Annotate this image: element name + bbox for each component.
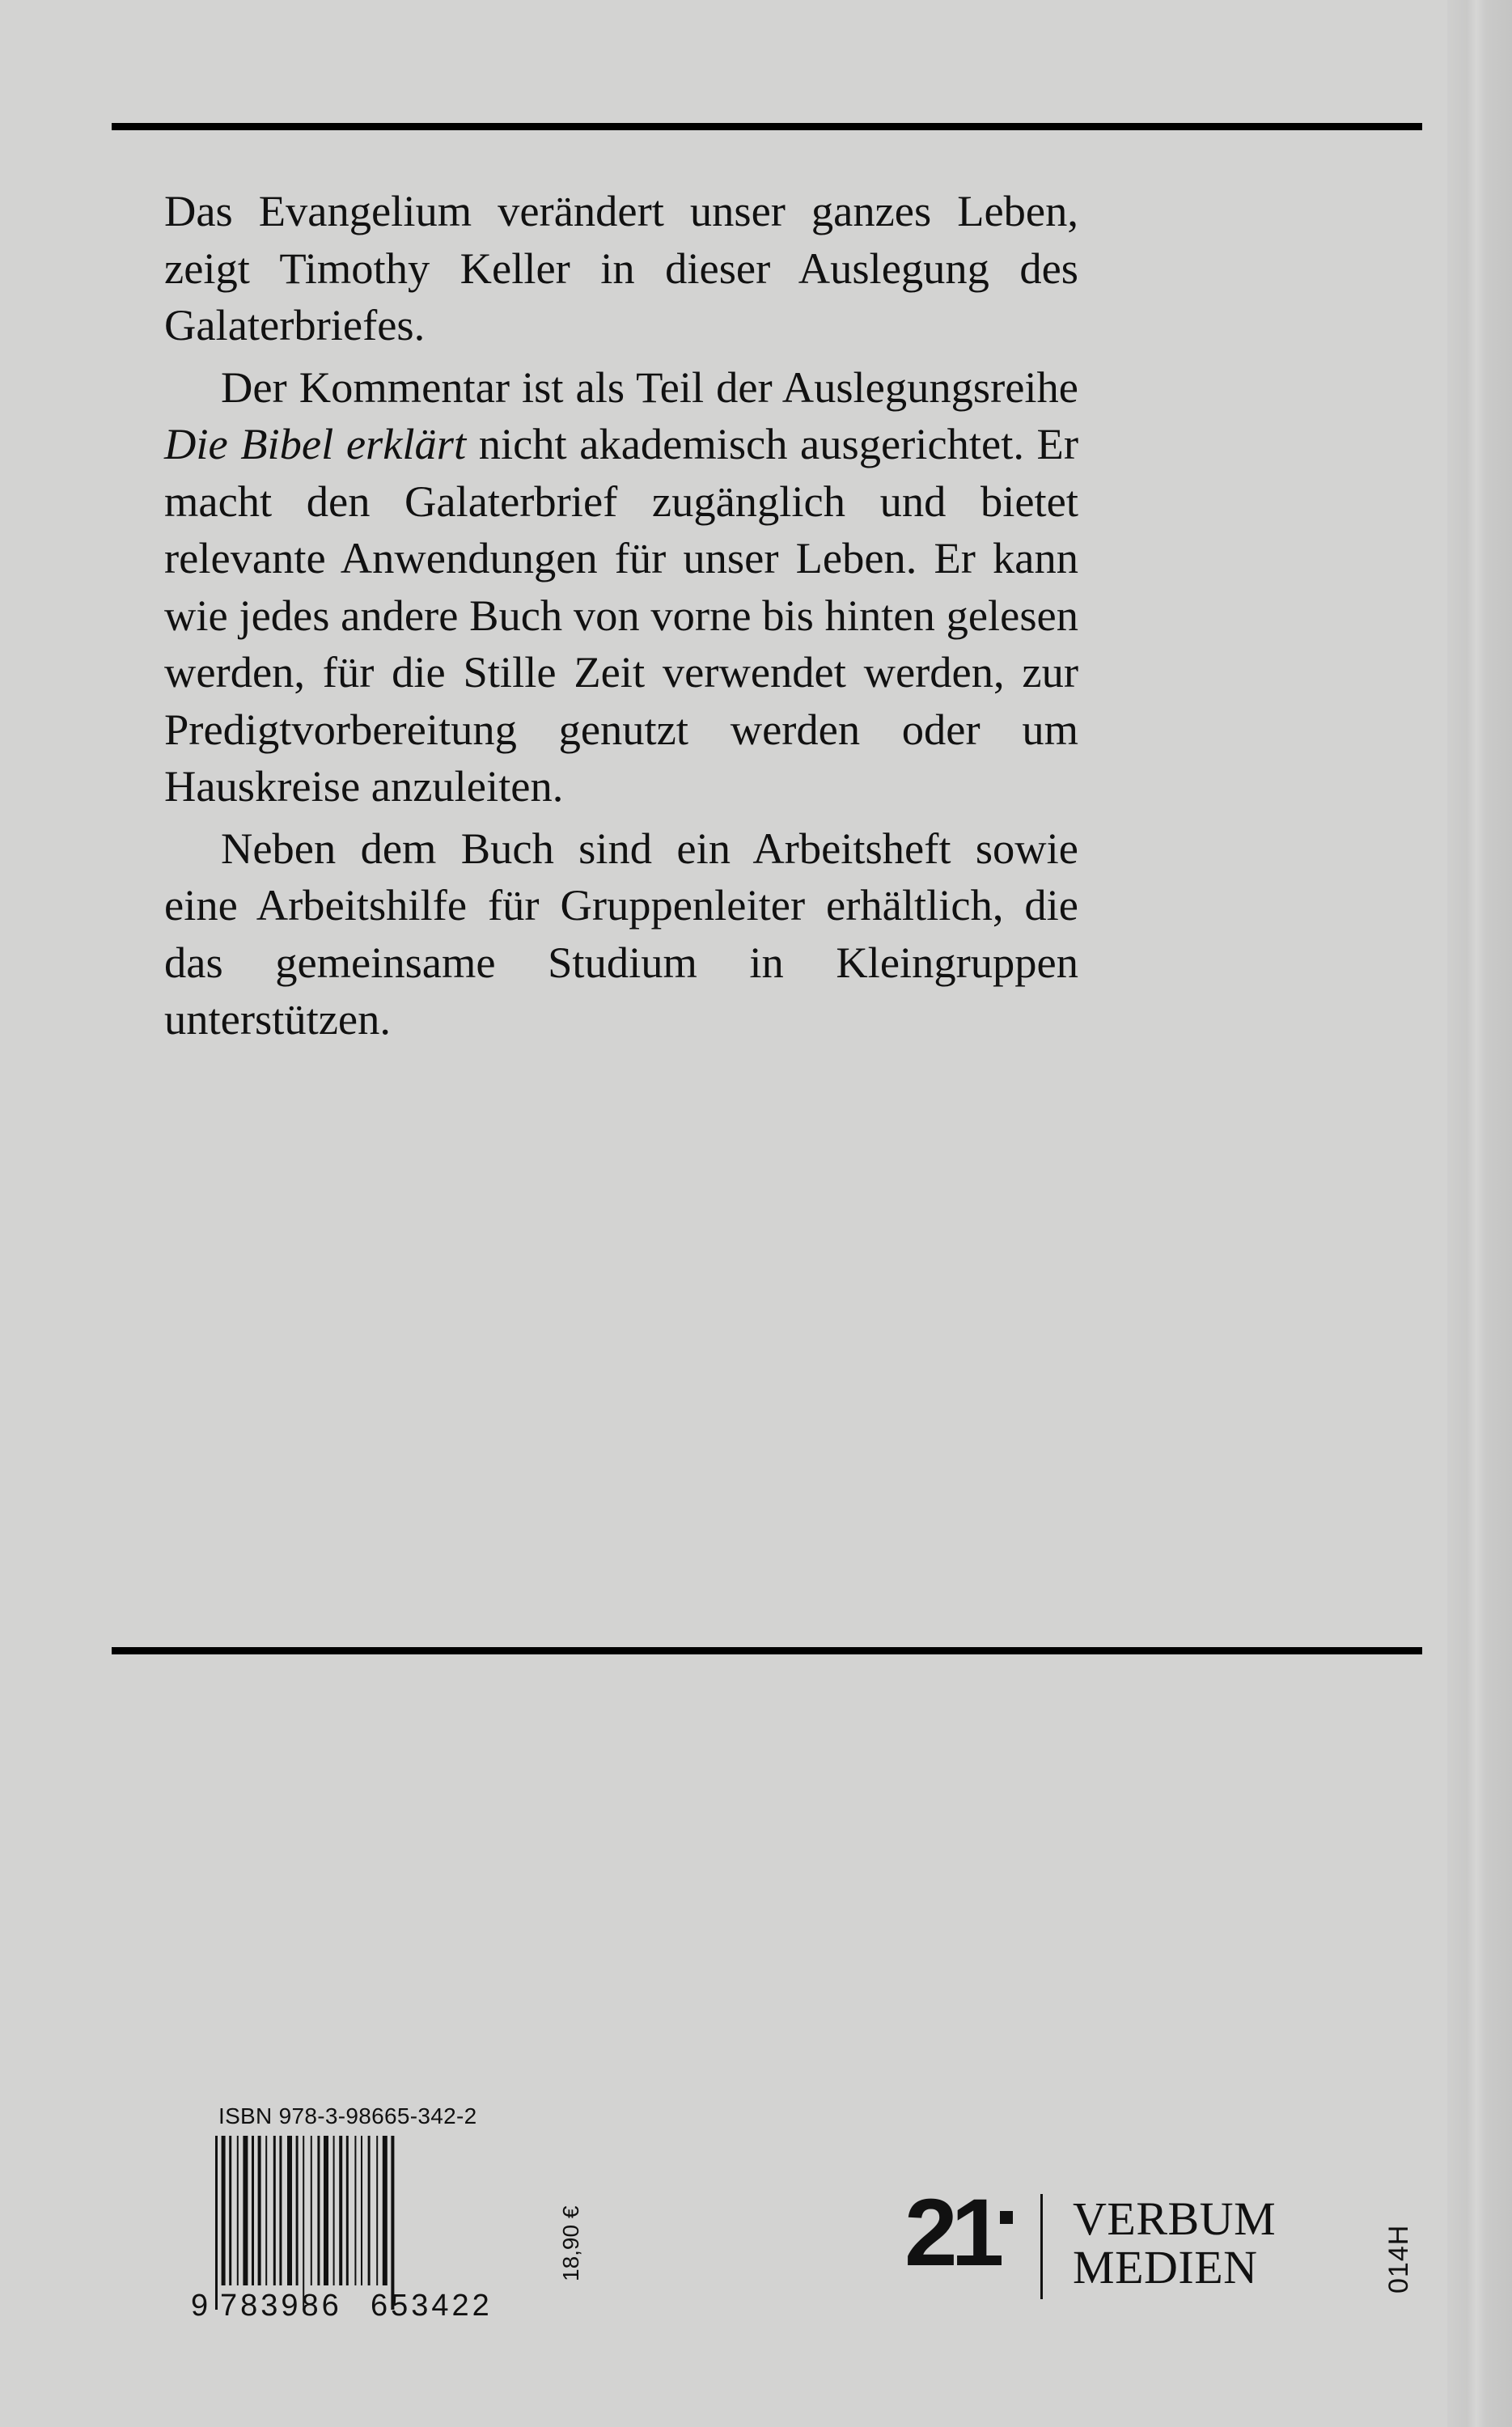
barcode-bar: [391, 2136, 394, 2310]
publisher-name: [1073, 2192, 1277, 2294]
barcode-bar: [339, 2136, 342, 2285]
barcode-bar: [222, 2136, 226, 2285]
series-title: Die Bibel erklärt: [164, 419, 467, 468]
barcode: [186, 2136, 526, 2326]
blurb-p2-end: nicht akademisch ausgerichtet. Er macht den Galaterbrief zugänglich und bietet relevante Anwendungen für unser Leben. Er kann wie jedes andere Buch von vorne bis hinten gelesen werden, für die Stille Zeit verwendet werden, zur Predigtvorbereitung genutzt werden oder um Hauskreise anzuleiten.: [164, 419, 1078, 811]
barcode-bar: [237, 2136, 239, 2285]
barcode-bar: [273, 2136, 276, 2285]
isbn-label: ISBN 978-3-98665-342-2: [218, 2103, 477, 2128]
top-rule: [112, 123, 1422, 130]
barcode-bar: [279, 2136, 282, 2285]
barcode-bar: [324, 2136, 328, 2285]
barcode-bar: [252, 2136, 254, 2285]
blurb-paragraph-1: Das Evangelium verändert unser ganzes Leben, zeigt Timothy Keller in dieser Auslegung des Galaterbriefes.: [164, 186, 1078, 349]
barcode-bar: [215, 2136, 218, 2310]
barcode-bar: [376, 2136, 378, 2285]
spine-edge: [1447, 0, 1512, 2427]
publisher-line-2: MEDIEN: [1073, 2241, 1258, 2294]
product-code-wrap: [1383, 2217, 1416, 2294]
publisher-line-1: VERBUM: [1073, 2192, 1277, 2245]
publisher-21-logo: [904, 2188, 1018, 2277]
price-label: 18,90 €: [558, 2205, 583, 2281]
product-code: 014H: [1383, 2224, 1414, 2294]
logo-dot: [1000, 2211, 1013, 2224]
barcode-bar: [296, 2136, 299, 2285]
blurb-paragraph-2: [164, 359, 1078, 815]
barcode-bar: [354, 2136, 356, 2285]
barcode-bar: [311, 2136, 312, 2285]
barcode-digits-left: 783986: [220, 2289, 342, 2323]
barcode-bar: [287, 2136, 292, 2285]
barcode-bar: [258, 2136, 261, 2285]
price-label-wrap: [558, 2152, 591, 2281]
blurb-paragraph-3: Neben dem Buch sind ein Arbeitsheft sowie eine Arbeitshilfe für Gruppenleiter erhältlich, die das gemeinsame Studium in Kleingruppen unterstützen.: [164, 823, 1078, 1044]
barcode-bar: [265, 2136, 267, 2285]
bottom-rule: [112, 1647, 1422, 1654]
barcode-bar: [361, 2136, 362, 2285]
barcode-bar: [243, 2136, 248, 2285]
logo-divider: [1040, 2194, 1043, 2299]
barcode-bar: [333, 2136, 335, 2285]
barcode-digit-prefix: 9: [191, 2289, 209, 2323]
logo-number: 21: [904, 2188, 998, 2277]
barcode-bar: [383, 2136, 388, 2285]
barcode-bar: [346, 2136, 349, 2285]
blurb-text: [164, 183, 1078, 1048]
barcode-bar: [303, 2136, 304, 2310]
barcode-bar: [368, 2136, 371, 2285]
barcode-bar: [229, 2136, 231, 2285]
blurb-p2-start: Der Kommentar ist als Teil der Auslegungsreihe: [221, 362, 1078, 412]
barcode-digits-right: 653422: [371, 2289, 493, 2323]
barcode-bar: [317, 2136, 320, 2285]
